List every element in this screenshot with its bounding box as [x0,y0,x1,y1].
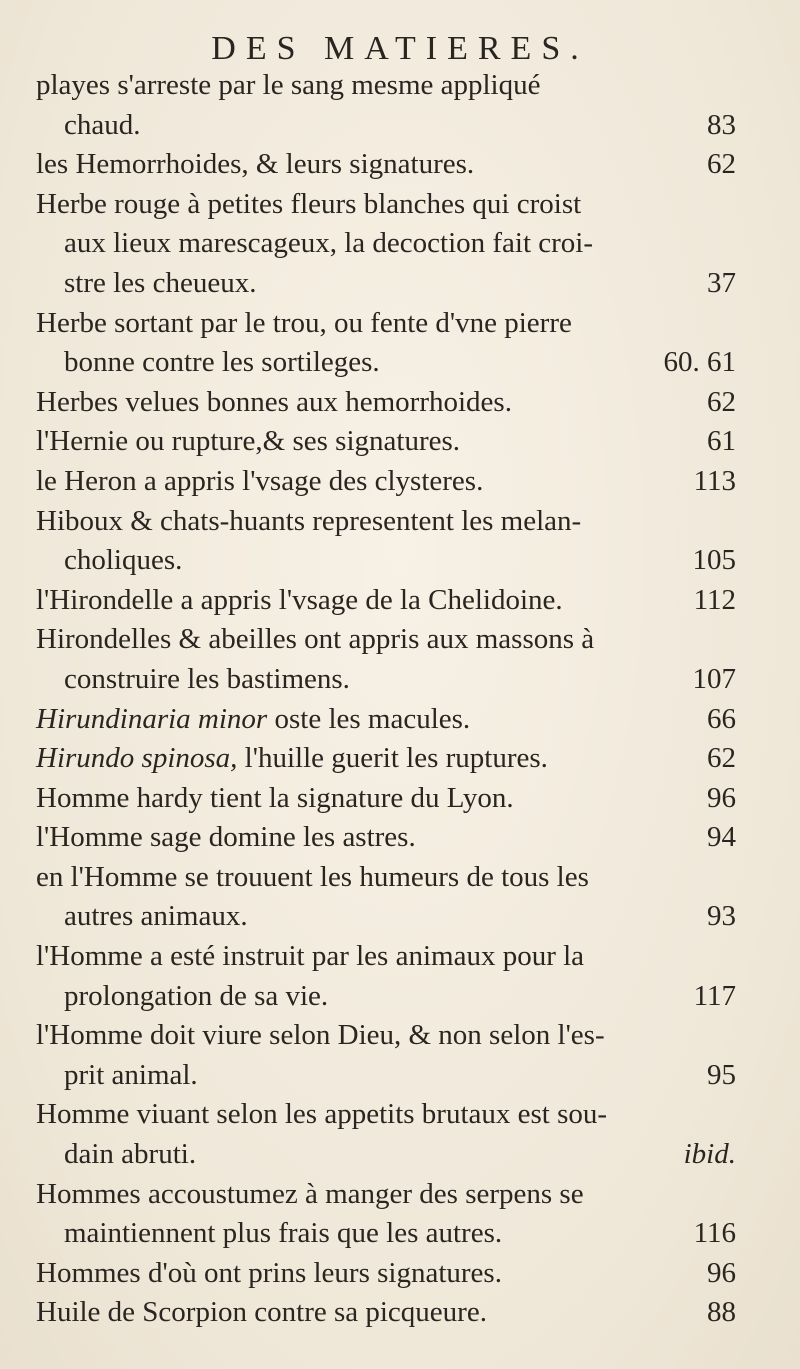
entry-text [36,779,514,819]
index-line [36,937,736,977]
entry-description: l'Homme doit viure selon Dieu, & non selon l'es- [36,1019,605,1052]
page-reference: 95 [707,1058,736,1091]
running-heading: DES MATIERES. [211,30,589,67]
entry-text [36,185,581,225]
entry-text [36,462,483,502]
entry-description: choliques. [64,544,183,577]
entry-text [36,1175,584,1215]
index-line [36,1254,736,1294]
index-line [36,620,736,660]
index-line [36,383,736,423]
index-line [36,304,736,344]
entry-text [36,739,548,779]
page-reference: 113 [693,464,736,497]
entry-text [64,977,328,1017]
entry-text [36,620,594,660]
entry-text [36,581,563,621]
entry-description: aux lieux marescageux, la decoction fait croi- [64,227,594,260]
entry-description: Hirondelles & abeilles ont appris aux massons à [36,623,595,656]
index-line [36,185,736,225]
index-line [36,502,736,542]
entry-description: le Heron a appris l'vsage des clysteres. [36,464,484,497]
index-line [36,1175,736,1215]
entry-description: l'Homme sage domine les astres. [36,821,416,854]
entry-text [64,897,248,937]
index-line [36,779,736,819]
entry-description: les Hemorrhoides, & leurs signatures. [36,148,475,181]
entry-description: Hiboux & chats-huants representent les melan- [36,504,582,537]
page-reference: 112 [693,583,736,616]
entry-description: prolongation de sa vie. [64,979,329,1012]
entry-description: bonne contre les sortileges. [64,346,380,379]
entry-text [36,700,470,740]
index-line [36,145,736,185]
entry-text [36,422,460,462]
entry-latin-term: Hirundinaria minor [36,702,268,735]
page-reference: 61 [707,425,736,458]
page-reference: 96 [707,1256,736,1289]
index-line [36,1293,736,1333]
index-line [36,700,736,740]
index-line [36,1214,736,1254]
entry-text [64,1214,502,1254]
entry-description: l'huille guerit les ruptures. [237,742,548,775]
entry-latin-term: Hirundo spinosa, [36,742,238,775]
entry-description: stre les cheueux. [64,266,257,299]
entry-text [36,502,581,542]
page-reference: 117 [693,979,736,1012]
entry-description: l'Hernie ou rupture,& ses signatures. [36,425,461,458]
page-reference: 88 [707,1296,736,1329]
entry-text [64,343,380,383]
entry-description: l'Homme a esté instruit par les animaux pour la [36,940,585,973]
entry-description: prit animal. [64,1058,198,1091]
entry-description: Hommes accoustumez à manger des serpens se [36,1177,584,1210]
entry-description: Hommes d'où ont prins leurs signatures. [36,1256,502,1289]
index-line [36,977,736,1017]
index-line [36,660,736,700]
index-line [36,1095,736,1135]
page-reference: 94 [707,821,736,854]
entry-text [64,1056,198,1096]
entry-description: Homme hardy tient la signature du Lyon. [36,781,514,814]
entry-description: autres animaux. [64,900,248,933]
entry-text [36,1016,605,1056]
entry-description: l'Hirondelle a appris l'vsage de la Chelidoine. [36,583,563,616]
entry-text [36,858,589,898]
entry-text [64,1135,196,1175]
index-line [36,581,736,621]
index-line [36,858,736,898]
entry-text [36,145,474,185]
entry-text [36,383,512,423]
entry-text [36,937,584,977]
index-line [36,462,736,502]
page-reference: 93 [707,900,736,933]
index-line [36,264,736,304]
entry-text [36,66,540,106]
page-reference: 96 [707,781,736,814]
entry-description: oste les macules. [267,702,471,735]
index-line [36,422,736,462]
entry-text [64,264,256,304]
entry-description: dain abruti. [64,1138,197,1171]
page-reference: 105 [692,544,736,577]
entry-description: playes s'arreste par le sang mesme appliqué [36,69,541,101]
entry-description: Homme viuant selon les appetits brutaux est sou- [36,1098,608,1131]
index-line [36,1016,736,1056]
index-line [36,897,736,937]
index-line [36,106,736,146]
entry-description: Herbes velues bonnes aux hemorrhoides. [36,385,512,418]
entry-text [64,541,182,581]
entry-description: chaud. [64,108,141,141]
entry-description: maintiennent plus frais que les autres. [64,1217,503,1250]
page-reference: 83 [707,108,736,141]
entry-text [36,818,416,858]
index-line [36,224,736,264]
page-reference: 37 [707,266,736,299]
entry-text [64,106,141,146]
page-reference: 66 [707,702,736,735]
index-line [36,1135,736,1175]
index-line [36,1056,736,1096]
page-reference: 60. 61 [663,346,736,379]
entry-text [36,1293,487,1333]
index-line [36,739,736,779]
page-reference: 116 [693,1217,736,1250]
entry-description: en l'Homme se trouuent les humeurs de tous les [36,860,589,893]
entry-text [64,224,593,264]
entry-description: construire les bastimens. [64,662,350,695]
page-reference: 62 [707,742,736,775]
entry-description: Herbe rouge à petites fleurs blanches qui croist [36,187,582,220]
entry-text [36,1095,607,1135]
index-entries [36,66,736,1333]
index-line [36,541,736,581]
page-reference: 107 [692,662,736,695]
page-reference: ibid. [683,1138,736,1171]
entry-description: Herbe sortant par le trou, ou fente d'vne pierre [36,306,572,339]
entry-description: Huile de Scorpion contre sa picqueure. [36,1296,487,1329]
entry-text [64,660,350,700]
index-line [36,66,736,106]
page-reference: 62 [707,148,736,181]
index-line [36,818,736,858]
page-reference: 62 [707,385,736,418]
entry-text [36,1254,502,1294]
index-line [36,343,736,383]
entry-text [36,304,572,344]
